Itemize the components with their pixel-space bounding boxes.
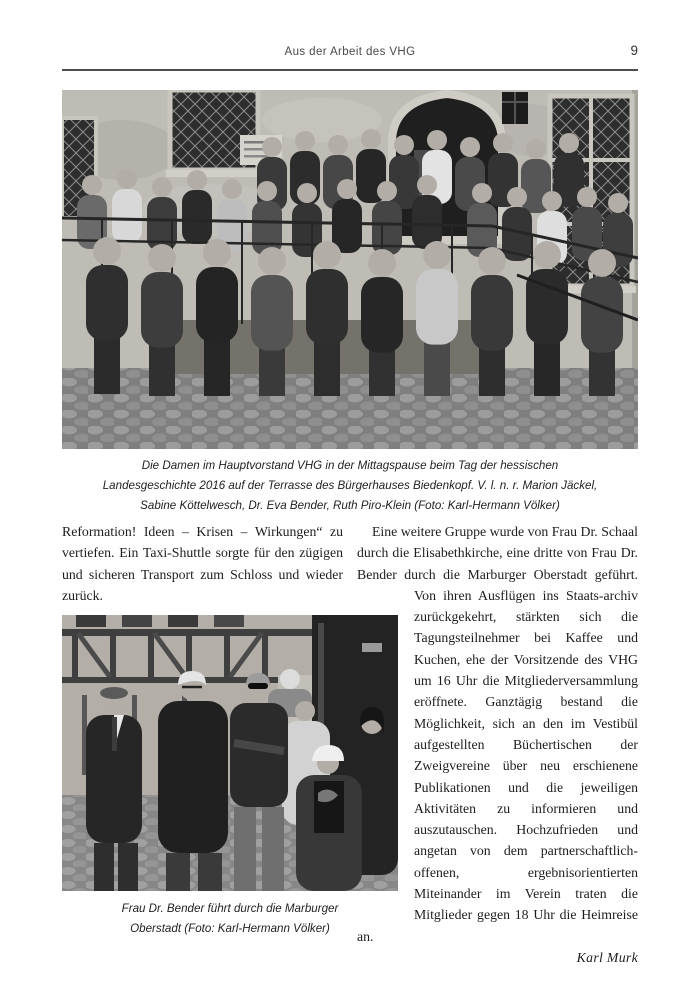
running-head: Aus der Arbeit des VHG bbox=[284, 46, 416, 58]
photo-top-caption bbox=[62, 456, 638, 516]
photo-bottom-caption bbox=[62, 899, 398, 939]
page-number: 9 bbox=[630, 43, 638, 58]
left-column bbox=[62, 521, 343, 606]
right-column bbox=[357, 521, 638, 968]
caption-line: Landesgeschichte 2016 auf der Terrasse des Bürgerhauses Biedenkopf. V. l. n. r. Marion Jäckel, bbox=[102, 479, 598, 492]
street-photo-image bbox=[62, 615, 398, 891]
caption-line: Frau Dr. Bender führt durch die Marburger bbox=[121, 902, 339, 915]
street-photo-illustration bbox=[62, 615, 398, 891]
right-paragraph-part2: archiv zurückgekehrt, stärkten sich die Tagungsteilnehmer bei Kaffee und Kuchen, ehe der Vorsitzende des VHG um 16 Uhr die Mitgliederversammlung eröffnete. Ganztägig bestand die Möglichkeit, sich an den im Vestibül aufgestellten Büchertischen der Zweigvereine über neu erschienene Publikationen und die jeweiligen Aktivitäten zu informieren und auszutauschen. Hochzufrieden und angetan von dem partnerschaftlich-offenen, ergebnisorientierten Miteinander im Verein traten die Mitglieder gegen 18 Uhr die Heimreise an. bbox=[357, 587, 638, 944]
header-rule bbox=[62, 69, 638, 71]
caption-line: Oberstadt (Foto: Karl-Hermann Völker) bbox=[130, 922, 330, 935]
caption-line: Die Damen im Hauptvorstand VHG in der Mittagspause beim Tag der hessischen bbox=[141, 459, 559, 472]
photo-wrap-spacer bbox=[357, 585, 414, 915]
group-photo-illustration bbox=[62, 90, 638, 449]
left-column-paragraph: Reformation! Ideen – Krisen – Wirkungen“ zu vertiefen. Ein Taxi-Shuttle sorgte für den zügigen und sicheren Transport zum Schloss und wieder zurück. bbox=[62, 524, 343, 603]
caption-line: Sabine Köttelwesch, Dr. Eva Bender, Ruth Piro-Klein (Foto: Karl-Hermann Völker) bbox=[140, 499, 560, 512]
group-photo-image bbox=[62, 90, 638, 449]
lantern bbox=[502, 92, 528, 124]
right-paragraph-part1: Eine weitere Gruppe wurde von Frau Dr. Schaal durch die Elisabethkirche, eine dritte von Frau Dr. Bender durch die Marburger Oberstadt geführt. Von ihren Ausflügen ins Staats- bbox=[357, 524, 638, 603]
right-column-paragraph bbox=[357, 521, 638, 947]
author-signature: Karl Murk bbox=[576, 949, 638, 965]
